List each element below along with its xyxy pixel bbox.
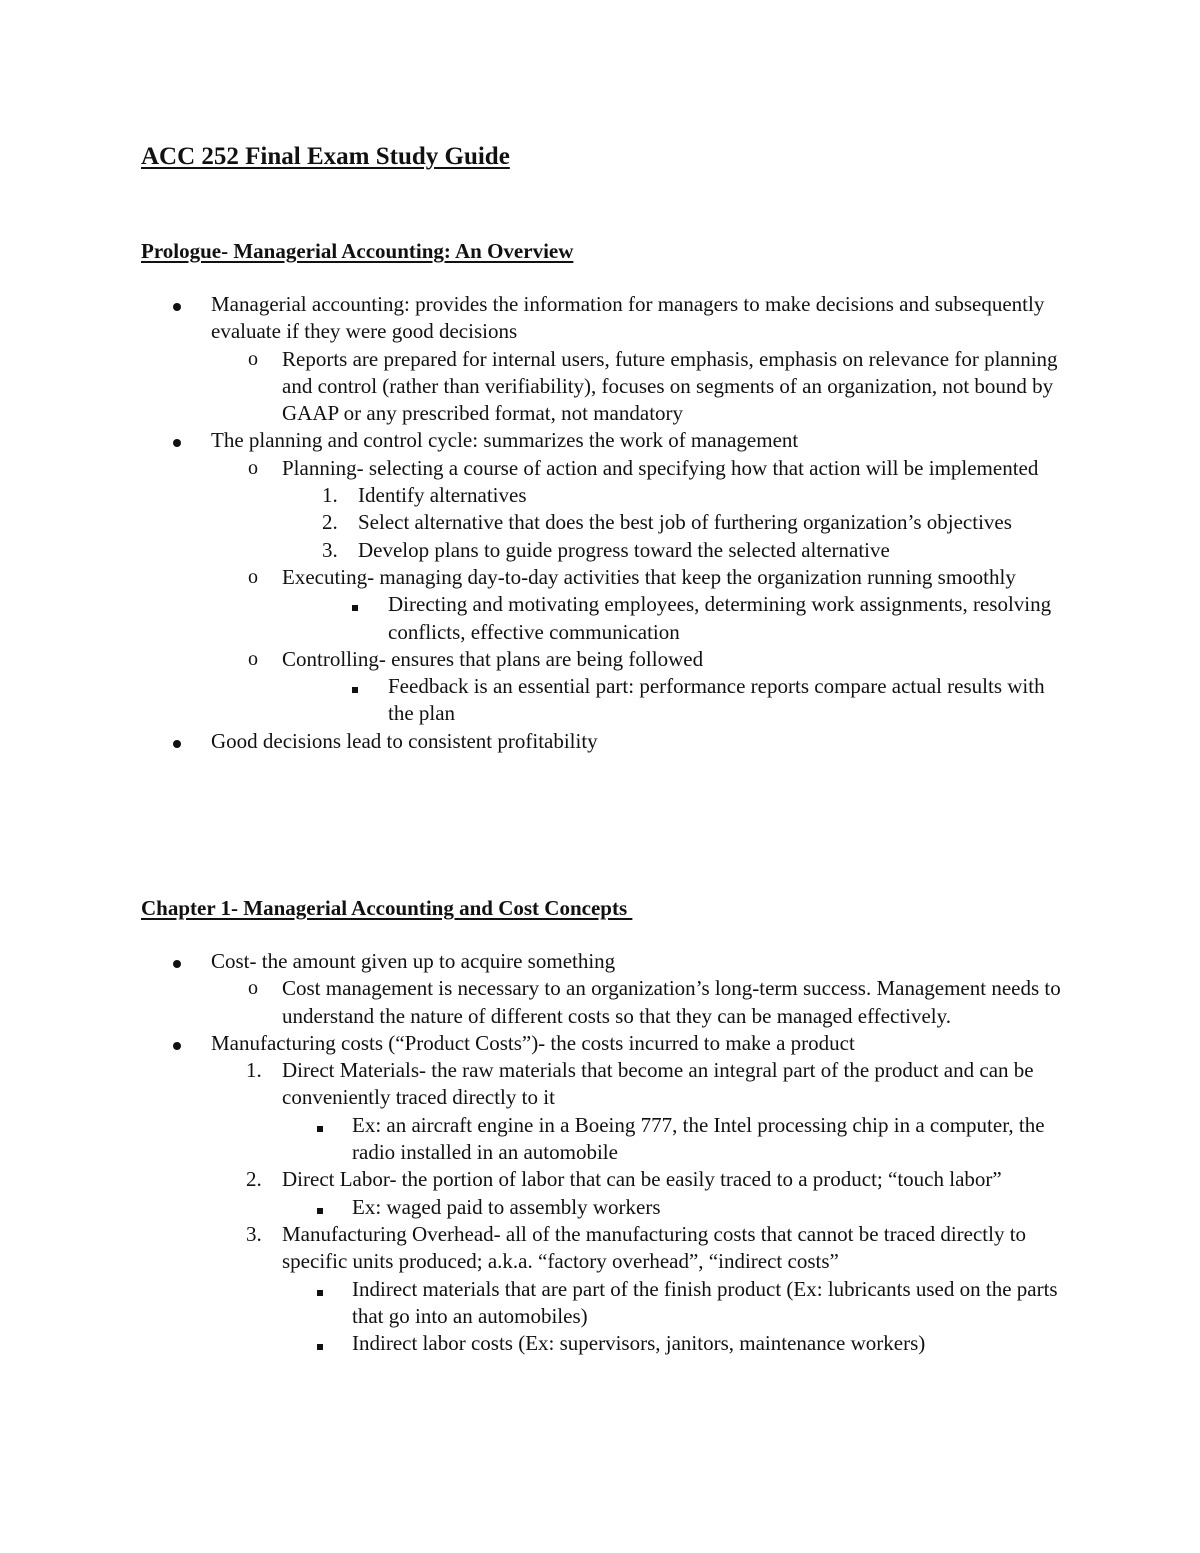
square-bullet-icon — [317, 1194, 323, 1221]
hollow-bullet-icon: o — [248, 456, 258, 479]
list-item — [0, 509, 1200, 536]
square-bullet-icon — [352, 591, 358, 618]
list-item — [0, 646, 1200, 673]
list-item-text: Indirect labor costs (Ex: supervisors, janitors, maintenance workers) — [352, 1331, 926, 1356]
list-item — [0, 1194, 1200, 1221]
list-item-text: Controlling- ensures that plans are being followed — [282, 646, 704, 671]
list-item-text: Develop plans to guide progress toward the selected alternative — [358, 537, 890, 562]
list-number: 2. — [322, 510, 338, 535]
hollow-bullet-icon: o — [248, 977, 258, 1000]
chapter-1-list — [0, 948, 1200, 1357]
list-item — [0, 1057, 1200, 1112]
list-item-text: Reports are prepared for internal users, future emphasis, emphasis on relevance for planning and control (rather than verifiability), focuses on segments of an organization, not bound by GAAP or any prescribed format, not mandatory — [282, 346, 1058, 426]
list-item — [0, 1166, 1200, 1193]
list-item — [0, 346, 1200, 428]
list-item-text: Ex: an aircraft engine in a Boeing 777, the Intel processing chip in a computer, the radio installed in an automobile — [352, 1112, 1045, 1165]
list-item-text: Directing and motivating employees, determining work assignments, resolving conflicts, effective communication — [388, 592, 1052, 644]
list-item — [0, 455, 1200, 482]
list-item-text: Manufacturing costs (“Product Costs”)- the costs incurred to make a product — [211, 1030, 855, 1055]
list-item — [0, 948, 1200, 975]
square-bullet-icon — [317, 1330, 323, 1357]
hollow-bullet-icon: o — [248, 647, 258, 670]
bullet-icon — [173, 948, 181, 975]
list-number: 1. — [322, 483, 338, 508]
list-item-text: Direct Labor- the portion of labor that can be easily traced to a product; “touch labor” — [282, 1167, 1002, 1192]
list-item-text: Executing- managing day-to-day activities that keep the organization running smoothly — [282, 564, 1016, 589]
list-item — [0, 482, 1200, 509]
list-item-text: Select alternative that does the best job of furthering organization’s objectives — [358, 510, 1012, 535]
list-item-text: Identify alternatives — [358, 483, 527, 508]
bullet-icon — [173, 728, 181, 755]
list-item — [0, 537, 1200, 564]
hollow-bullet-icon: o — [248, 347, 258, 370]
list-item — [0, 673, 1200, 728]
list-item-text: Managerial accounting: provides the information for managers to make decisions and subsequently evaluate if they were good decisions — [211, 292, 1045, 344]
list-number: 3. — [322, 537, 338, 562]
list-item — [0, 591, 1200, 646]
list-item — [0, 975, 1200, 1030]
list-number: 3. — [246, 1221, 262, 1246]
section-heading-chapter-1: Chapter 1- Managerial Accounting and Cost Concepts — [141, 896, 633, 920]
list-item-text: Planning- selecting a course of action and specifying how that action will be implemented — [282, 455, 1039, 480]
list-number: 1. — [246, 1058, 262, 1083]
list-item-text: Indirect materials that are part of the finish product (Ex: lubricants used on the parts that go into an automobiles) — [352, 1276, 1058, 1328]
list-item-text: Cost management is necessary to an organization’s long-term success. Management needs to understand the nature of different costs so that they can be managed effectively. — [282, 976, 1061, 1028]
list-item — [0, 1330, 1200, 1357]
list-item-text: Manufacturing Overhead- all of the manufacturing costs that cannot be traced directly to specific units produced; a.k.a. “factory overhead”, “indirect costs” — [282, 1221, 1027, 1274]
list-item — [0, 291, 1200, 346]
bullet-icon — [173, 291, 181, 318]
list-item — [0, 1276, 1200, 1331]
square-bullet-icon — [317, 1112, 323, 1139]
list-item-text: Ex: waged paid to assembly workers — [352, 1194, 661, 1219]
list-item — [0, 728, 1200, 755]
list-item — [0, 1221, 1200, 1276]
list-item-text: Direct Materials- the raw materials that become an integral part of the product and can be conveniently traced directly to it — [282, 1058, 1034, 1110]
square-bullet-icon — [317, 1276, 323, 1303]
list-item — [0, 564, 1200, 591]
prologue-list — [0, 291, 1200, 755]
list-item — [0, 427, 1200, 454]
document-title: ACC 252 Final Exam Study Guide — [141, 143, 510, 170]
list-item-text: Good decisions lead to consistent profitability — [211, 728, 598, 753]
list-item-text: Cost- the amount given up to acquire something — [211, 949, 616, 973]
list-item — [0, 1112, 1200, 1167]
list-item-text: Feedback is an essential part: performance reports compare actual results with the plan — [388, 674, 1045, 726]
list-item — [0, 1030, 1200, 1057]
bullet-icon — [173, 1030, 181, 1057]
list-item-text: The planning and control cycle: summarizes the work of management — [211, 428, 799, 453]
bullet-icon — [173, 427, 181, 454]
list-number: 2. — [246, 1167, 262, 1192]
section-heading-prologue: Prologue- Managerial Accounting: An Overview — [141, 239, 574, 263]
square-bullet-icon — [352, 673, 358, 700]
hollow-bullet-icon: o — [248, 565, 258, 588]
